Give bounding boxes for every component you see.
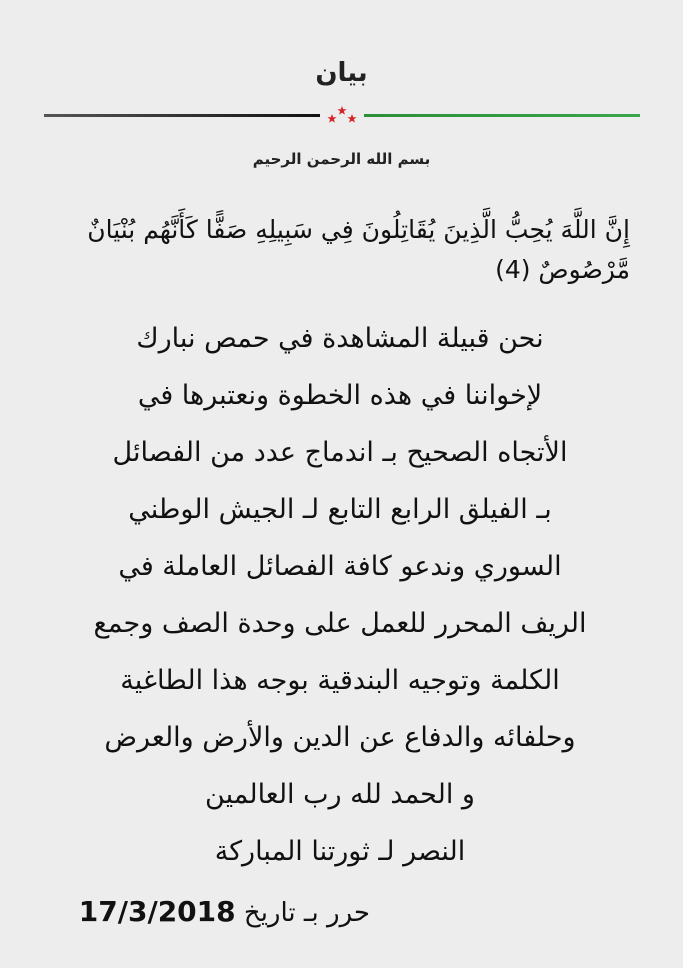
red-stars-icon <box>324 104 360 126</box>
body-line: بـ الفيلق الرابع التابع لـ الجيش الوطني <box>128 494 552 525</box>
page-title: بيان <box>315 58 368 88</box>
flag-divider <box>44 104 640 126</box>
date-line <box>30 895 370 928</box>
body-line: نحن قبيلة المشاهدة في حمص نبارك <box>136 323 544 354</box>
divider-green-line <box>364 114 640 117</box>
date-label: حرر بـ تاريخ <box>243 898 370 928</box>
statement-body <box>40 310 640 880</box>
body-line: الريف المحرر للعمل على وحدة الصف وجمع <box>93 608 587 639</box>
date-value: 17/3/2018 <box>78 895 236 928</box>
body-line: السوري وندعو كافة الفصائل العاملة في <box>118 551 562 582</box>
body-line: لإخواننا في هذه الخطوة ونعتبرها في <box>137 380 543 411</box>
body-line: الأتجاه الصحيح بـ اندماج عدد من الفصائل <box>112 437 568 468</box>
body-line: و الحمد لله رب العالمين <box>205 779 475 810</box>
quran-verse: إِنَّ اللَّهَ يُحِبُّ الَّذِينَ يُقَاتِلُونَ فِي سَبِيلِهِ صَفًّا كَأَنَّهُم بُنْيَانٌ مَّرْصُوصٌ (4) <box>87 215 630 284</box>
body-line: وحلفائه والدفاع عن الدين والأرض والعرض <box>104 722 576 753</box>
body-line: النصر لـ ثورتنا المباركة <box>214 836 466 867</box>
divider-black-line <box>44 114 320 117</box>
basmala: بسم الله الرحمن الرحيم <box>252 150 431 168</box>
body-line: الكلمة وتوجيه البندقية بوجه هذا الطاغية <box>120 665 560 696</box>
